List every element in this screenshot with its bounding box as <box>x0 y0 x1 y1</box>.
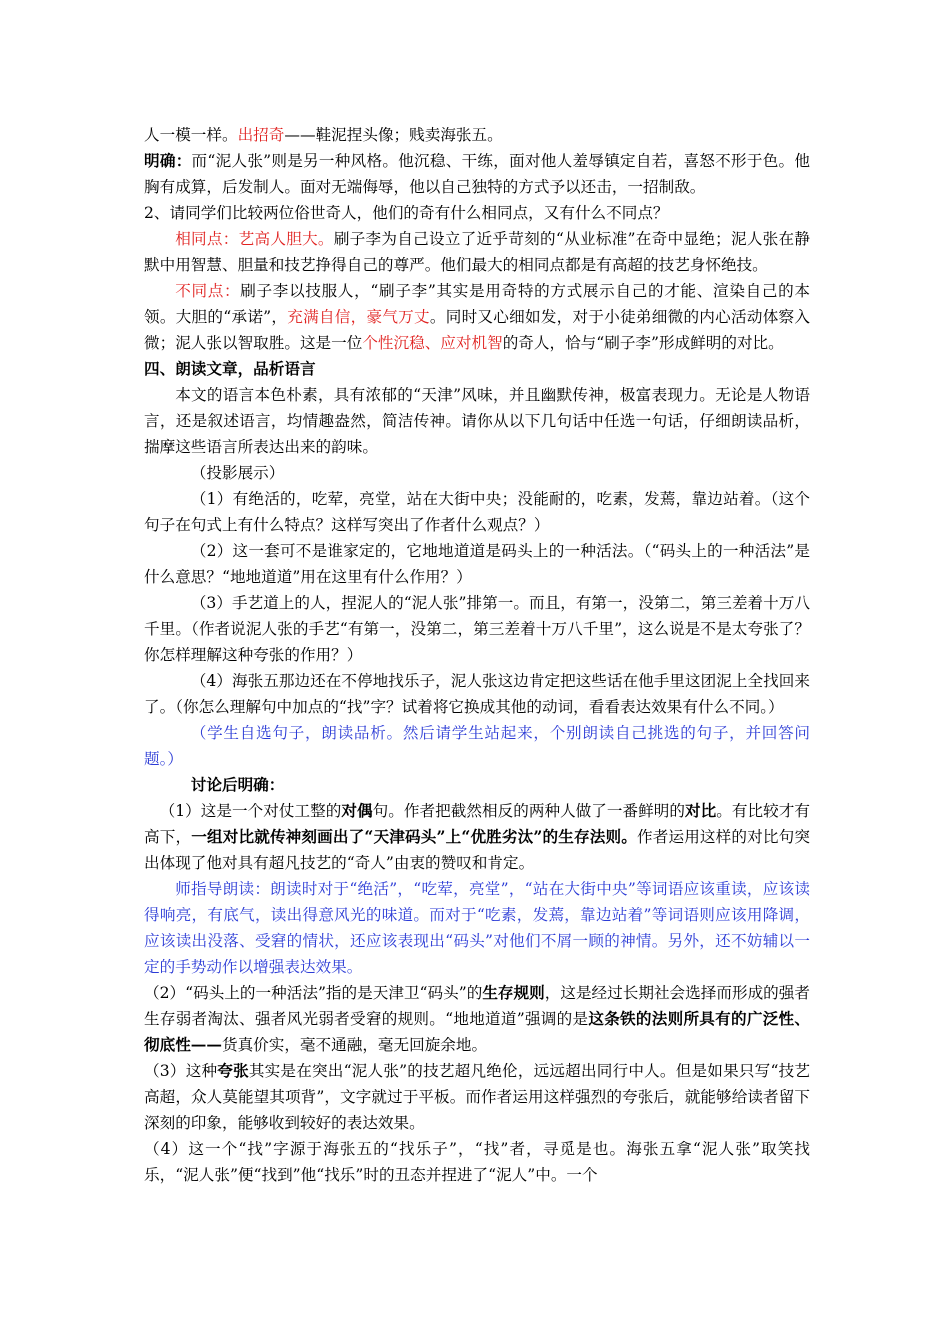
paragraph-2: 明确：而“泥人张”则是另一种风格。他沉稳、干练，面对他人羞辱镇定自若，喜怒不形于色。他胸有成算，后发制人。面对无端侮辱，他以自己独特的方式予以还击，一招制敌。 <box>144 151 810 196</box>
answer-1: （1）这是一个对仗工整的对偶句。作者把截然相反的两种人做了一番鲜明的对比。有比较才有高下，一组对比就传神刻画出了“天津码头”上“优胜劣汰”的生存法则。作者运用这样的对比句突出体现了他对具有超凡技艺的“奇人”由衷的赞叹和肯定。 <box>144 801 810 872</box>
projection-label: （投影展示） <box>190 464 285 482</box>
answer-2: （2）“码头上的一种活法”指的是天津卫“码头”的生存规则，这是经过长期社会选择而形成的强者生存弱者淘汰、强者风光弱者受窘的规则。“地地道道”强调的是这条铁的法则所具有的广泛性、彻底性——货真价实，毫不通融，毫无回旋余地。 <box>144 983 810 1054</box>
document-page <box>144 122 810 1188</box>
teacher-guidance: 师指导朗读：朗读时对于“绝活”，“吃荤，亮堂”，“站在大街中央”等词语应该重读，应该读得响亮，有底气，读出得意风光的味道。而对于“吃素，发蔫，靠边站着”等词语则应该用降调，应该读出没落、受窘的情状，还应该表现出“码头”对他们不屑一顾的神情。另外，还不妨辅以一定的手势动作以增强表达效果。 <box>144 880 810 976</box>
similarity-paragraph: 相同点：艺高人胆大。刷子李为自己设立了近乎苛刻的“从业标准”在奇中显绝；泥人张在静默中用智慧、胆量和技艺挣得自己的尊严。他们最大的相同点都是有高超的技艺身怀绝技。 <box>144 230 810 274</box>
discussion-heading: 讨论后明确： <box>190 775 285 794</box>
paragraph-1: 人一模一样。出招奇——鞋泥捏头像；贱卖海张五。 <box>144 126 503 144</box>
intro-paragraph: 本文的语言本色朴素，具有浓郁的“天津”风味，并且幽默传神，极富表现力。无论是人物语言，还是叙述语言，均情趣盎然，简洁传神。请你从以下几句话中任选一句话，仔细朗读品析，揣摩这些语言所表达出来的韵味。 <box>144 386 810 456</box>
answer-4: （4）这一个“找”字源于海张五的“找乐子”，“找”者，寻觅是也。海张五拿“泥人张”取笑找乐，“泥人张”便“找到”他“找乐”时的丑态并捏进了“泥人”中。一个 <box>144 1140 810 1184</box>
student-activity: （学生自选句子，朗读品析。然后请学生站起来，个别朗读自己挑选的句子，并回答问题。） <box>144 724 810 768</box>
question-2: 2、请同学们比较两位俗世奇人，他们的奇有什么相同点，又有什么不同点？ <box>144 204 669 222</box>
answer-3: （3）这种夸张其实是在突出“泥人张”的技艺超凡绝伦，远远超出同行中人。但是如果只写“技艺高超，众人莫能望其项背”，文字就过于平板。而作者运用这样强烈的夸张后，就能够给读者留下深刻的印象，能够收到较好的表达效果。 <box>144 1061 810 1132</box>
sentence-3: （3）手艺道上的人，捏泥人的“泥人张”排第一。而且，有第一，没第二，第三差着十万八千里。（作者说泥人张的手艺“有第一，没第二，第三差着十万八千里”，这么说是不是太夸张了？你怎样理解这种夸张的作用？） <box>144 594 810 664</box>
section-heading: 四、朗读文章，品析语言 <box>144 359 316 378</box>
sentence-2: （2）这一套可不是谁家定的，它地地道道是码头上的一种活法。（“码头上的一种活法”是什么意思？“地地道道”用在这里有什么作用？） <box>144 542 810 586</box>
difference-paragraph: 不同点：刷子李以技服人，“刷子李”其实是用奇特的方式展示自己的才能、渲染自己的本领。大胆的“承诺”，充满自信，豪气万丈。同时又心细如发，对于小徒弟细微的内心活动体察入微；泥人张以智取胜。这是一位个性沉稳、应对机智的奇人，恰与“刷子李”形成鲜明的对比。 <box>144 282 810 352</box>
sentence-4: （4）海张五那边还在不停地找乐子，泥人张这边肯定把这些话在他手里这团泥上全找回来了。（你怎么理解句中加点的“找”字？试着将它换成其他的动词，看看表达效果有什么不同。） <box>144 672 810 716</box>
sentence-1: （1）有绝活的，吃荤，亮堂，站在大街中央；没能耐的，吃素，发蔫，靠边站着。（这个句子在句式上有什么特点？这样写突出了作者什么观点？） <box>144 490 810 534</box>
